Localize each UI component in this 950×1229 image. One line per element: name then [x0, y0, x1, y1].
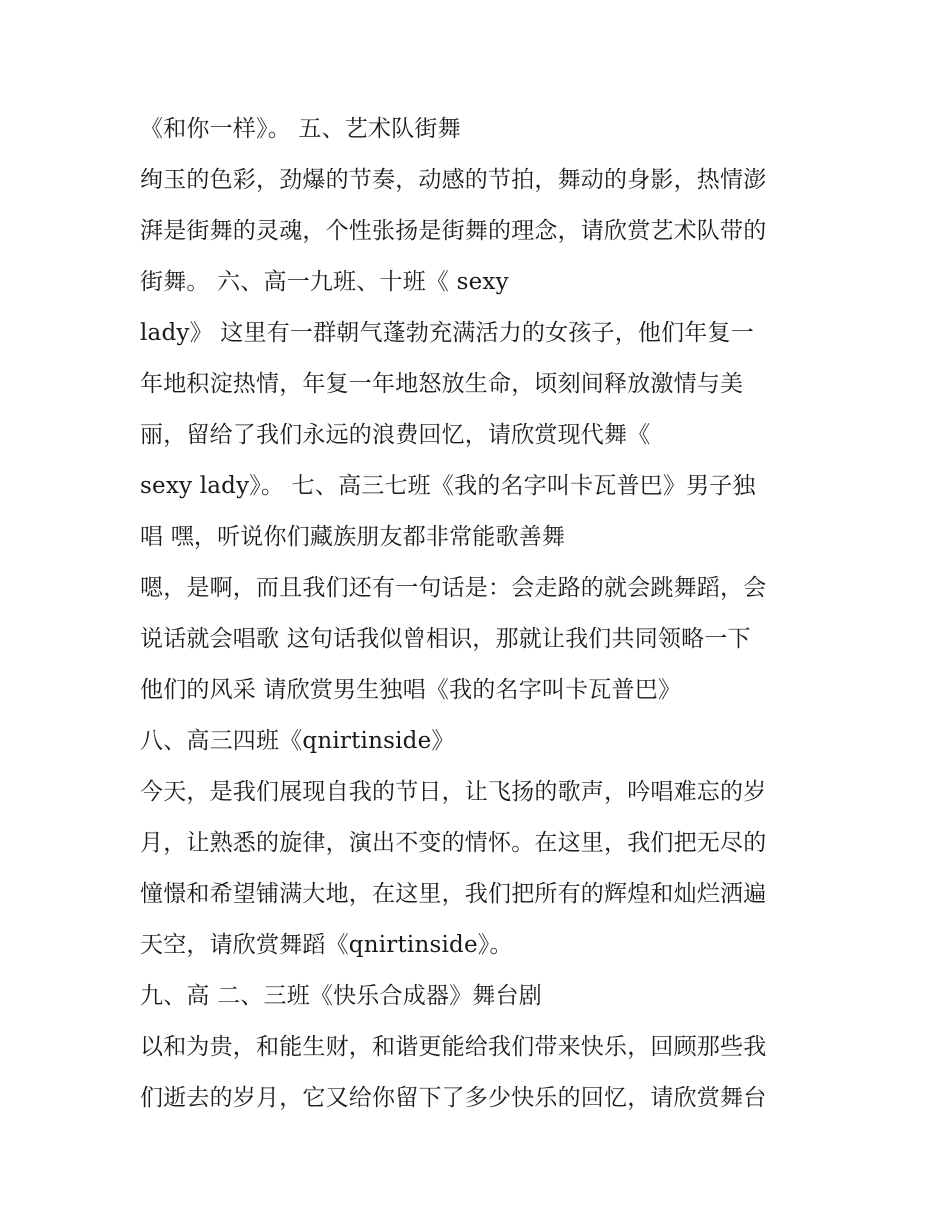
text-line: 八、高三四班《qnirtinside》 — [140, 728, 455, 754]
text-line: 年地积淀热情，年复一年地怒放生命，顷刻间释放激情与美 — [140, 371, 744, 397]
text-line: 以和为贵，和能生财，和谐更能给我们带来快乐，回顾那些我 — [140, 1034, 767, 1060]
text-line: 唱 嘿，听说你们藏族朋友都非常能歌善舞 — [140, 524, 566, 550]
text-line: 湃是街舞的灵魂，个性张扬是街舞的理念，请欣赏艺术队带的 — [140, 218, 767, 244]
text-line: 街舞。 六、高一九班、十班《 sexy — [140, 269, 509, 295]
text-line: 他们的风采 请欣赏男生独唱《我的名字叫卡瓦普巴》 — [140, 677, 682, 703]
text-line: 天空，请欣赏舞蹈《qnirtinside》。 — [140, 932, 513, 958]
text-line: 月，让熟悉的旋律，演出不变的情怀。在这里，我们把无尽的 — [140, 830, 767, 856]
text-line: sexy lady》。 七、高三七班《我的名字叫卡瓦普巴》男子独 — [140, 473, 756, 499]
text-line: 们逝去的岁月，它又给你留下了多少快乐的回忆，请欣赏舞台 — [140, 1085, 767, 1111]
text-line: 憧憬和希望铺满大地，在这里，我们把所有的辉煌和灿烂洒遍 — [140, 881, 767, 907]
text-line: 说话就会唱歌 这句话我似曾相识，那就让我们共同领略一下 — [140, 626, 751, 652]
text-line: 嗯，是啊，而且我们还有一句话是：会走路的就会跳舞蹈，会 — [140, 575, 767, 601]
document-body — [140, 104, 830, 1124]
text-line: 绚玉的色彩，劲爆的节奏，动感的节拍，舞动的身影，热情澎 — [140, 167, 767, 193]
text-line: 丽，留给了我们永远的浪费回忆，请欣赏现代舞《 — [140, 422, 651, 448]
text-line: 九、高 二、三班《快乐合成器》舞台剧 — [140, 983, 542, 1009]
text-line: 《和你一样》。 五、艺术队街舞 — [140, 116, 461, 142]
text-line: lady》 这里有一群朝气蓬勃充满活力的女孩子，他们年复一 — [140, 320, 754, 346]
text-line: 今天，是我们展现自我的节日，让飞扬的歌声，吟唱难忘的岁 — [140, 779, 767, 805]
